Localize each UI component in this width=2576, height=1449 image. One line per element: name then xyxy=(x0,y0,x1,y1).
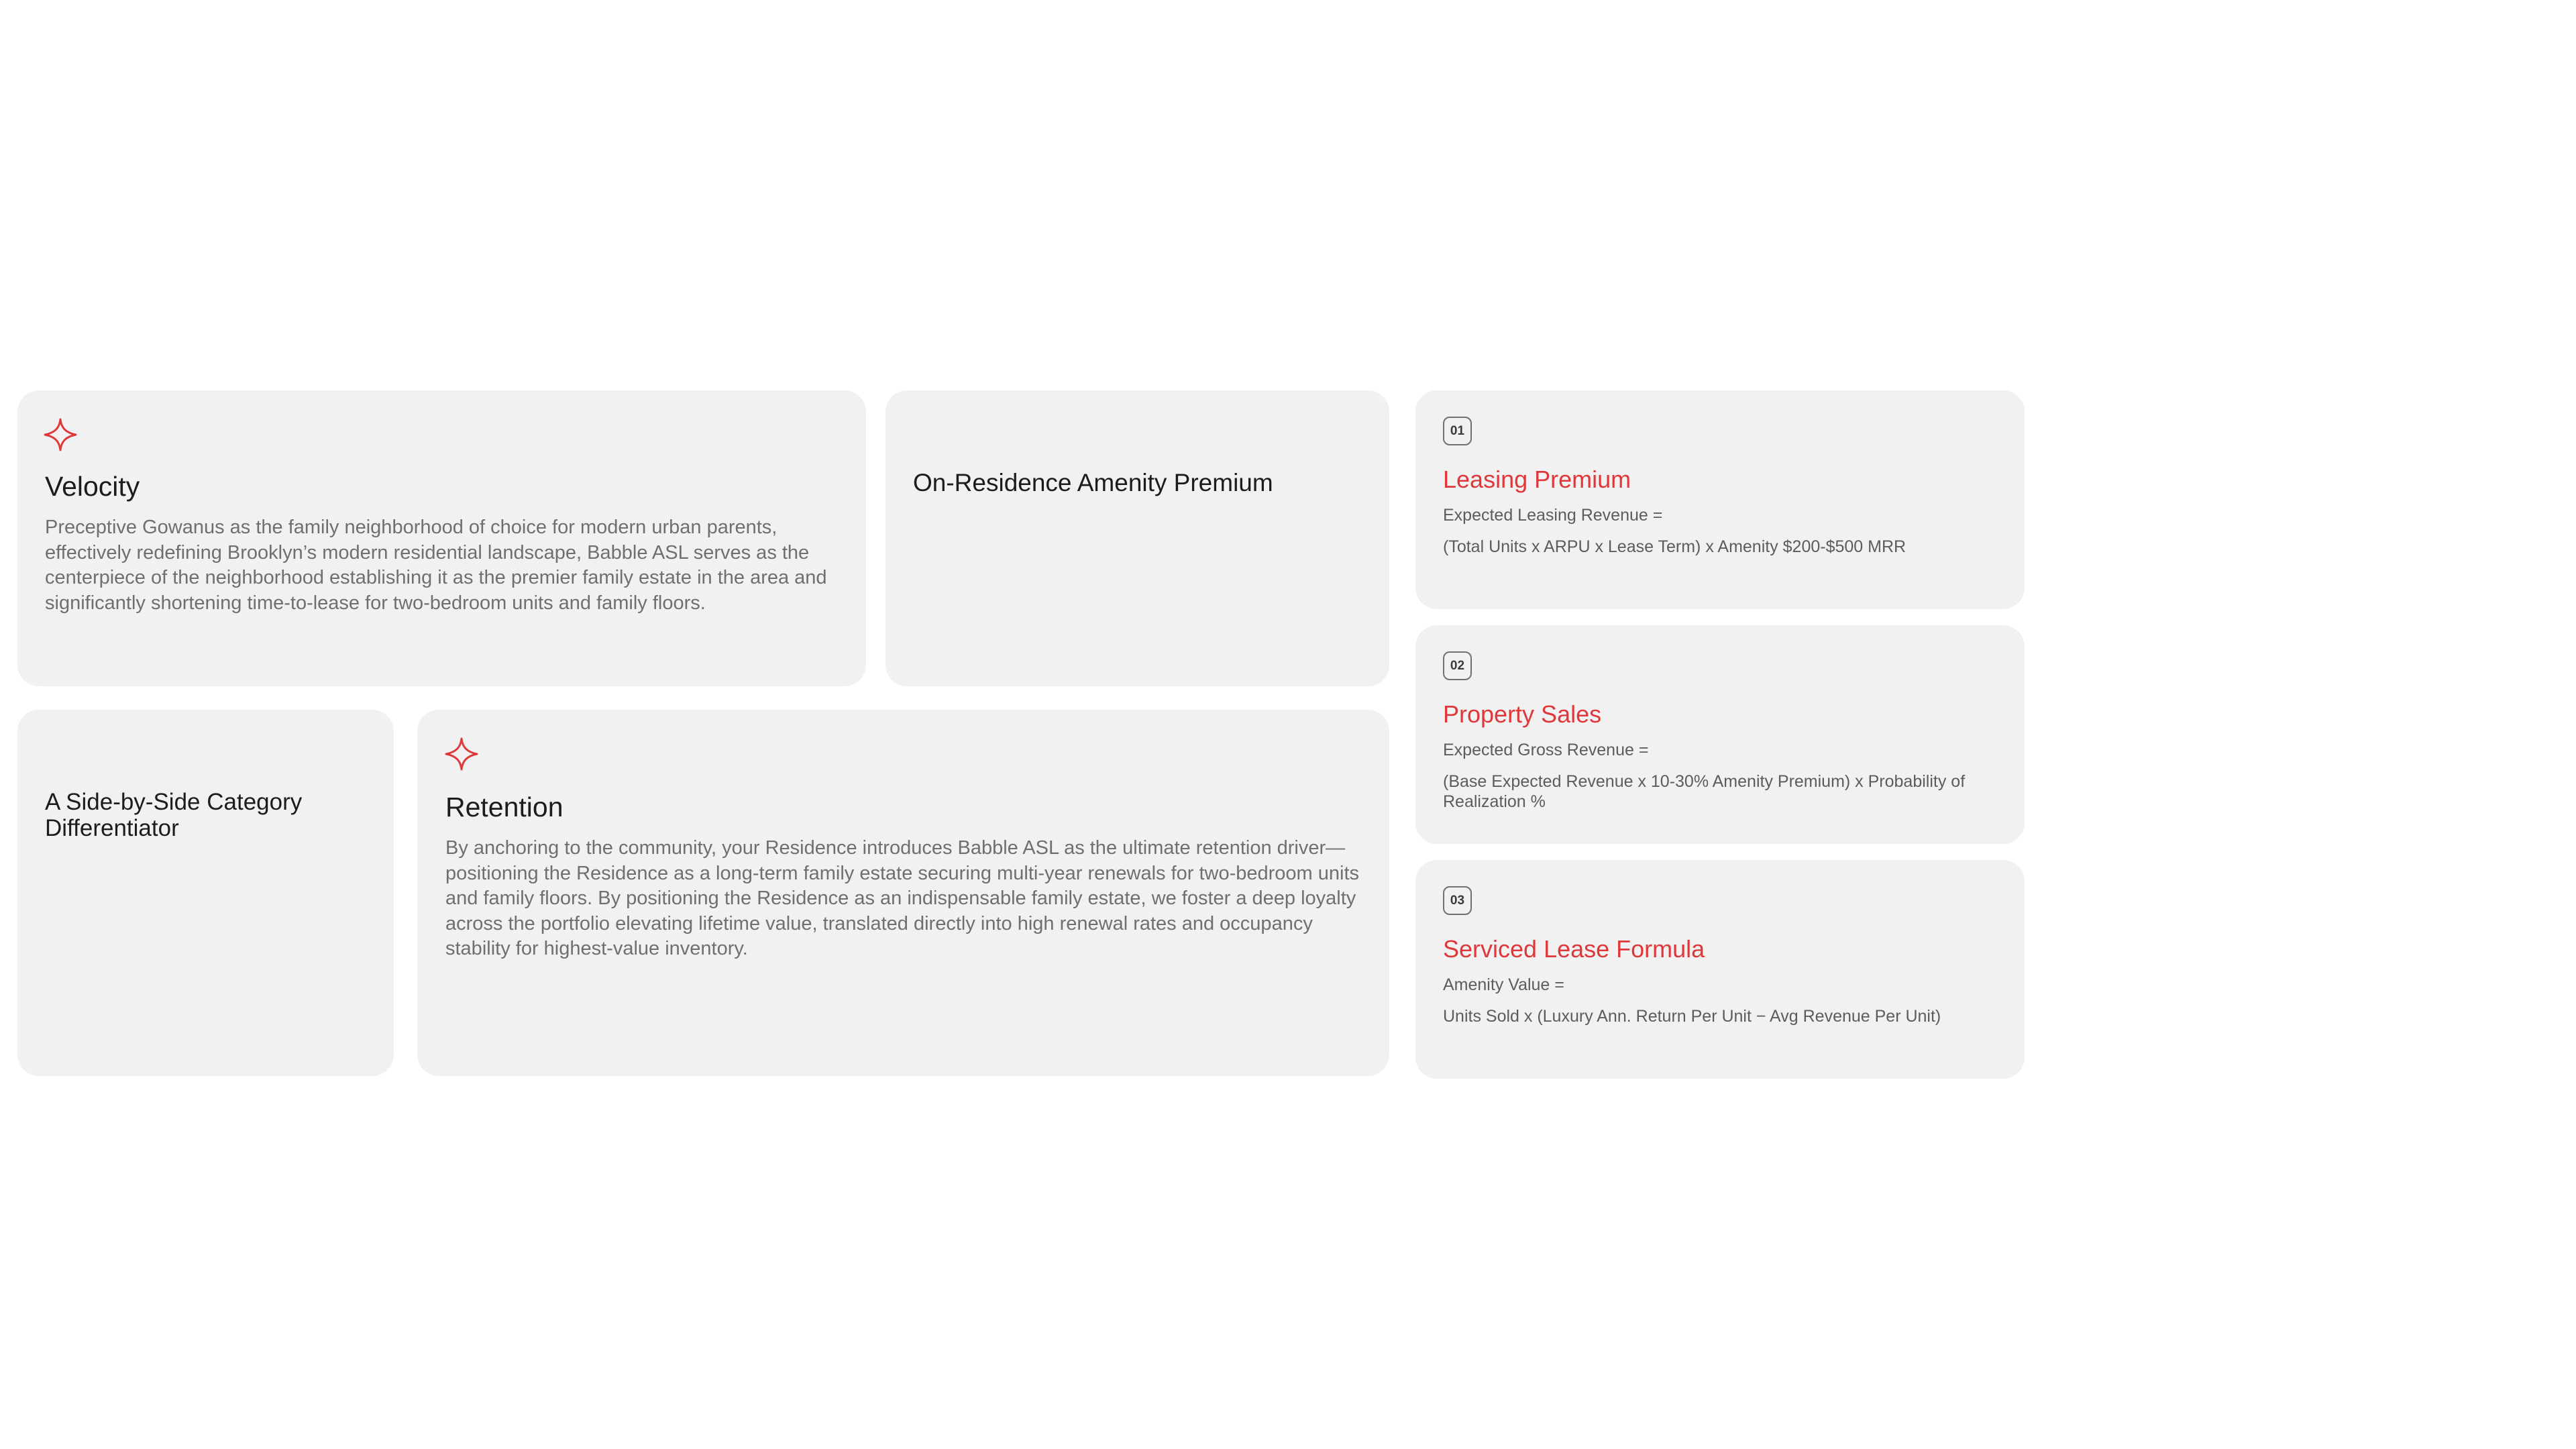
velocity-card xyxy=(17,390,866,686)
formula-expression: (Total Units x ARPU x Lease Term) x Amenity $200-$500 MRR xyxy=(1443,537,1907,556)
sparkle-icon xyxy=(444,737,479,771)
velocity-description: Preceptive Gowanus as the family neighborhood of choice for modern urban parents, effectively redefining Brooklyn’s modern residential landscape, Babble ASL serves as the centerpiece of the neighborhood establishing it as the premier family estate in the area and significantly shortening time-to-lease for two-bedroom units and family floors. xyxy=(45,517,827,614)
formula-label: Expected Leasing Revenue = xyxy=(1443,506,1663,525)
sparkle-icon xyxy=(43,417,78,452)
amenity-premium-card xyxy=(885,390,1389,686)
formula-label: Amenity Value = xyxy=(1443,975,1564,994)
formula-number-badge: 01 xyxy=(1443,417,1472,445)
formula-title: Serviced Lease Formula xyxy=(1443,935,1705,963)
formula-card-serviced-lease xyxy=(1415,860,2025,1079)
formula-label: Expected Gross Revenue = xyxy=(1443,741,1649,759)
formula-title: Leasing Premium xyxy=(1443,466,1631,493)
formula-number-badge: 02 xyxy=(1443,651,1472,680)
formula-number-badge: 03 xyxy=(1443,886,1472,915)
formula-expression: Units Sold x (Luxury Ann. Return Per Unit − Avg Revenue Per Unit) xyxy=(1443,1007,1941,1026)
velocity-title: Velocity xyxy=(45,471,140,502)
formula-title: Property Sales xyxy=(1443,700,1602,728)
formula-card-leasing-premium xyxy=(1415,390,2025,609)
category-differentiator-card xyxy=(17,710,394,1076)
formula-card-property-sales xyxy=(1415,625,2025,844)
retention-card xyxy=(417,710,1389,1076)
formula-expression: (Base Expected Revenue x 10-30% Amenity Premium) x Probability of Realization % xyxy=(1443,772,1966,811)
retention-title: Retention xyxy=(445,792,564,822)
retention-description: By anchoring to the community, your Residence introduces Babble ASL as the ultimate retention driver—positioning the Residence as a long-term family estate securing multi-year renewals for two-bedroom units and family floors. By positioning the Residence as an indispensable family estate, we foster a deep loyalty across the portfolio elevating lifetime value, translated directly into high renewal rates and occupancy stability for highest-value inventory. xyxy=(445,837,1360,959)
amenity-premium-title: On-Residence Amenity Premium xyxy=(913,469,1273,496)
category-differentiator-title: A Side-by-Side Category Differentiator xyxy=(45,789,303,841)
